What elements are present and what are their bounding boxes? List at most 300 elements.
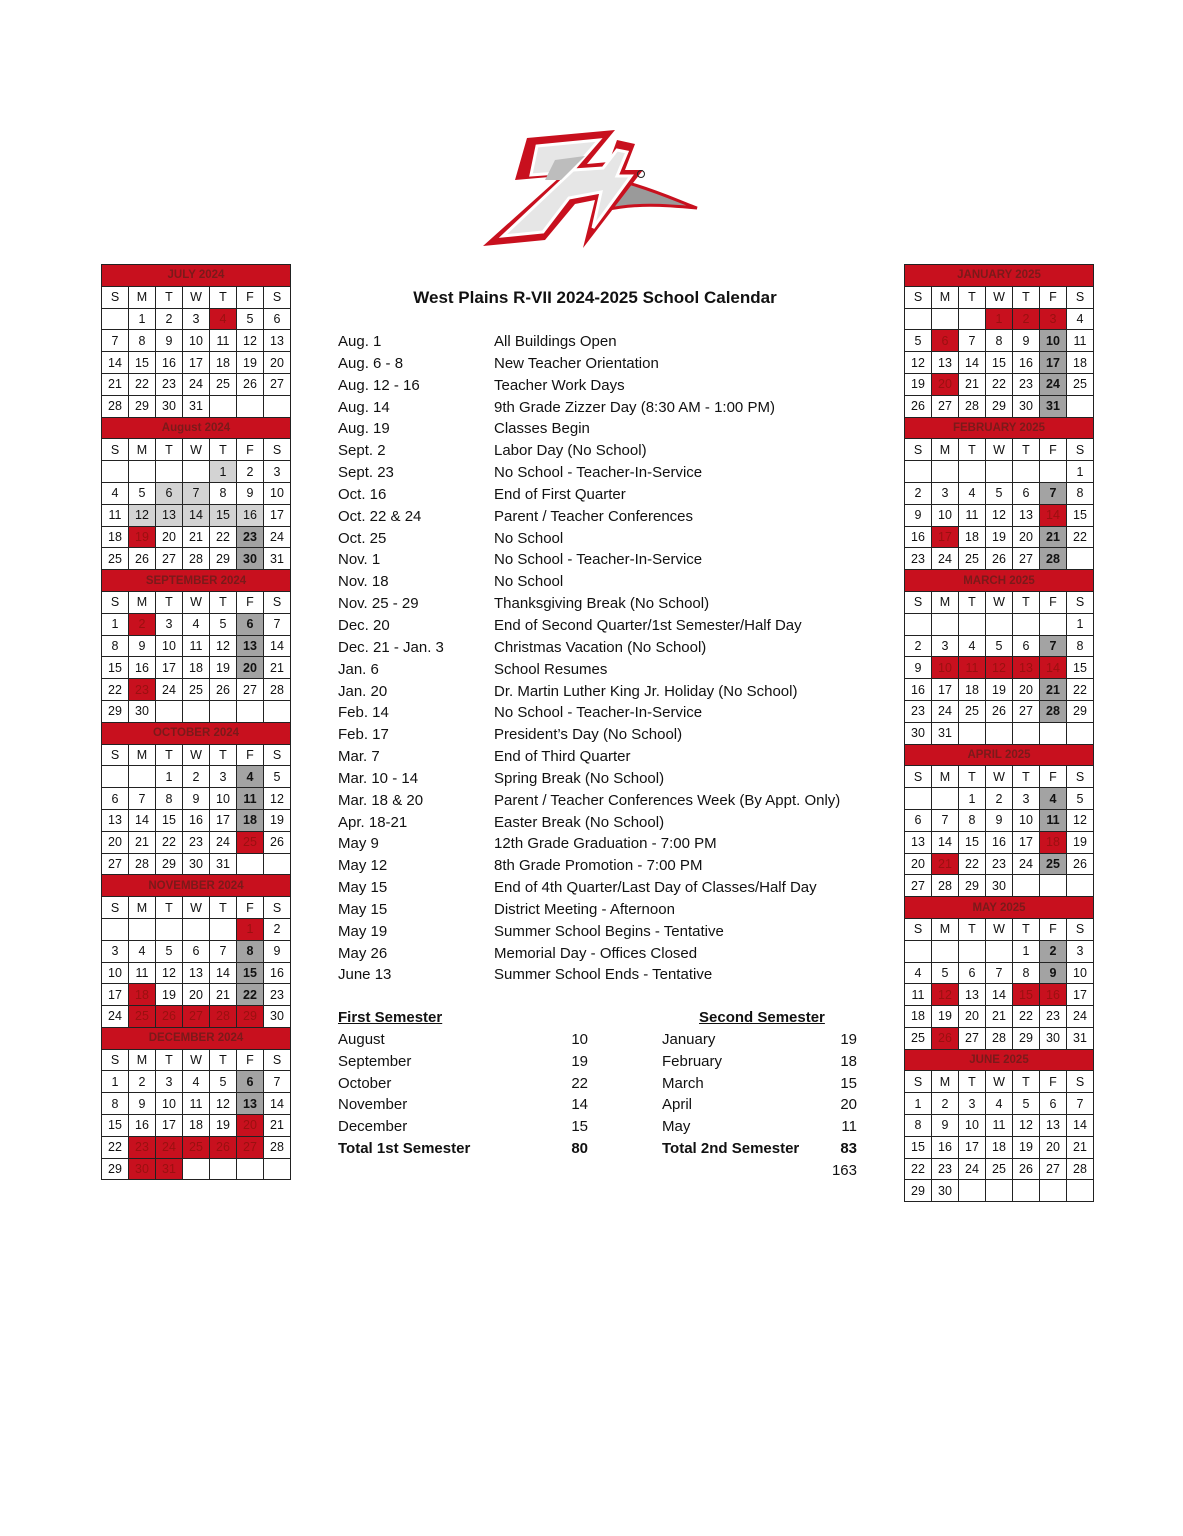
- day-cell: 17: [932, 679, 959, 701]
- empty-day: [959, 940, 986, 962]
- day-cell: 20: [905, 853, 932, 875]
- empty-day: [264, 700, 291, 722]
- day-cell: 3: [210, 766, 237, 788]
- day-cell: 16: [932, 1136, 959, 1158]
- weekday-label: T: [156, 591, 183, 613]
- day-cell: 21: [264, 657, 291, 679]
- weekday-label: S: [1067, 1071, 1094, 1093]
- weekday-label: F: [237, 286, 264, 308]
- day-cell: 21: [129, 831, 156, 853]
- day-cell: 23: [986, 853, 1013, 875]
- day-cell: 29: [237, 1006, 264, 1028]
- day-cell: 1: [210, 461, 237, 483]
- weekday-label: W: [986, 591, 1013, 613]
- day-cell: 21: [102, 373, 129, 395]
- week-row: [102, 504, 291, 526]
- week-row: [102, 1006, 291, 1028]
- weekday-label: T: [210, 744, 237, 766]
- day-cell: 7: [129, 788, 156, 810]
- weekday-label: T: [1013, 918, 1040, 940]
- day-cell: 25: [905, 1027, 932, 1049]
- empty-day: [1013, 875, 1040, 897]
- day-cell: 8: [102, 635, 129, 657]
- day-cell: 13: [264, 330, 291, 352]
- day-cell: 21: [1040, 679, 1067, 701]
- week-row: [905, 984, 1094, 1006]
- day-cell: 25: [1067, 373, 1094, 395]
- day-cell: 17: [1067, 984, 1094, 1006]
- empty-day: [129, 461, 156, 483]
- day-cell: 10: [1067, 962, 1094, 984]
- event-description: No School - Teacher-In-Service: [494, 704, 703, 722]
- weekday-label: M: [932, 591, 959, 613]
- month-header-row: [102, 1027, 291, 1049]
- day-cell: 6: [264, 308, 291, 330]
- weekday-label: S: [905, 439, 932, 461]
- day-cell: 26: [905, 395, 932, 417]
- school-year-total: 163: [831, 1162, 857, 1179]
- day-cell: 8: [102, 1093, 129, 1115]
- day-cell: 18: [237, 809, 264, 831]
- day-cell: 18: [959, 526, 986, 548]
- day-cell: 10: [1040, 330, 1067, 352]
- empty-day: [102, 918, 129, 940]
- empty-day: [156, 700, 183, 722]
- week-row: [102, 613, 291, 635]
- empty-day: [905, 788, 932, 810]
- event-description: President’s Day (No School): [494, 726, 683, 744]
- event-date: Dec. 20: [338, 616, 390, 634]
- day-cell: 23: [264, 984, 291, 1006]
- day-cell: 1: [959, 788, 986, 810]
- event-date: June 13: [338, 966, 392, 984]
- day-cell: 14: [129, 809, 156, 831]
- day-cell: 22: [129, 373, 156, 395]
- day-cell: 1: [102, 1071, 129, 1093]
- empty-day: [959, 613, 986, 635]
- day-cell: 10: [959, 1115, 986, 1137]
- day-cell: 7: [102, 330, 129, 352]
- weekday-label: S: [102, 744, 129, 766]
- empty-day: [1013, 461, 1040, 483]
- weekday-label: W: [986, 439, 1013, 461]
- week-row: [905, 1093, 1094, 1115]
- weekday-label: T: [1013, 591, 1040, 613]
- semester-days: 14: [571, 1096, 588, 1114]
- month-name: DECEMBER 2024: [102, 1027, 291, 1049]
- weekday-label: M: [129, 286, 156, 308]
- event-date: Jan. 20: [338, 682, 388, 700]
- event-description: Teacher Work Days: [494, 376, 625, 394]
- day-cell: 16: [1013, 352, 1040, 374]
- day-cell: 29: [102, 1158, 129, 1180]
- day-cell: 29: [959, 875, 986, 897]
- day-cell: 14: [210, 962, 237, 984]
- week-row: [905, 1136, 1094, 1158]
- empty-day: [264, 1158, 291, 1180]
- day-cell: 19: [156, 984, 183, 1006]
- empty-day: [959, 461, 986, 483]
- month-header-row: [905, 265, 1094, 287]
- empty-day: [986, 613, 1013, 635]
- day-cell: 4: [959, 482, 986, 504]
- month-name: JANUARY 2025: [905, 265, 1094, 287]
- day-cell: 25: [1040, 853, 1067, 875]
- week-row: [905, 809, 1094, 831]
- day-cell: 2: [156, 308, 183, 330]
- week-row: [905, 613, 1094, 635]
- day-cell: 18: [1067, 352, 1094, 374]
- day-cell: 31: [183, 395, 210, 417]
- weekday-label: S: [264, 1049, 291, 1071]
- event-description: End of Second Quarter/1st Semester/Half Day: [494, 616, 802, 634]
- day-cell: 9: [129, 1093, 156, 1115]
- day-cell: 15: [905, 1136, 932, 1158]
- month-calendars: [904, 264, 1094, 1202]
- week-row: [102, 940, 291, 962]
- event-date: May 19: [338, 922, 388, 940]
- day-cell: 27: [1013, 700, 1040, 722]
- day-cell: 10: [1013, 809, 1040, 831]
- event-date: Jan. 6: [338, 660, 379, 678]
- day-cell: 26: [156, 1006, 183, 1028]
- weekday-label: S: [102, 1049, 129, 1071]
- day-cell: 23: [905, 700, 932, 722]
- weekday-row: [102, 1049, 291, 1071]
- weekday-label: S: [102, 897, 129, 919]
- weekday-label: T: [959, 1071, 986, 1093]
- day-cell: 20: [1040, 1136, 1067, 1158]
- event-date: Nov. 18: [338, 573, 389, 591]
- empty-day: [210, 395, 237, 417]
- day-cell: 3: [1067, 940, 1094, 962]
- weekday-row: [102, 286, 291, 308]
- day-cell: 8: [959, 809, 986, 831]
- month-name: MAY 2025: [905, 897, 1094, 919]
- day-cell: 6: [102, 788, 129, 810]
- weekday-label: W: [986, 1071, 1013, 1093]
- day-cell: 5: [129, 482, 156, 504]
- day-cell: 18: [959, 679, 986, 701]
- empty-day: [986, 940, 1013, 962]
- day-cell: 24: [156, 679, 183, 701]
- day-cell: 15: [237, 962, 264, 984]
- day-cell: 11: [183, 635, 210, 657]
- day-cell: 3: [959, 1093, 986, 1115]
- weekday-label: T: [156, 1049, 183, 1071]
- day-cell: 10: [102, 962, 129, 984]
- day-cell: 28: [264, 679, 291, 701]
- day-cell: 5: [905, 330, 932, 352]
- week-row: [102, 1136, 291, 1158]
- empty-day: [1040, 875, 1067, 897]
- event-description: New Teacher Orientation: [494, 354, 659, 372]
- empty-day: [959, 722, 986, 744]
- weekday-label: M: [932, 439, 959, 461]
- weekday-label: T: [156, 744, 183, 766]
- day-cell: 13: [102, 809, 129, 831]
- week-row: [102, 766, 291, 788]
- day-cell: 23: [905, 548, 932, 570]
- day-cell: 11: [237, 788, 264, 810]
- day-cell: 15: [1013, 984, 1040, 1006]
- day-cell: 20: [237, 657, 264, 679]
- day-cell: 30: [237, 548, 264, 570]
- empty-day: [210, 918, 237, 940]
- day-cell: 13: [237, 1093, 264, 1115]
- week-row: [905, 962, 1094, 984]
- day-cell: 25: [183, 1136, 210, 1158]
- empty-day: [1040, 613, 1067, 635]
- semester-days: 11: [841, 1118, 857, 1136]
- week-row: [102, 831, 291, 853]
- weekday-label: W: [183, 744, 210, 766]
- day-cell: 28: [102, 395, 129, 417]
- empty-day: [905, 461, 932, 483]
- event-date: May 26: [338, 944, 388, 962]
- day-cell: 4: [129, 940, 156, 962]
- day-cell: 14: [1040, 504, 1067, 526]
- day-cell: 8: [210, 482, 237, 504]
- weekday-label: W: [183, 591, 210, 613]
- empty-day: [237, 1158, 264, 1180]
- day-cell: 12: [129, 504, 156, 526]
- day-cell: 10: [156, 635, 183, 657]
- empty-day: [905, 308, 932, 330]
- day-cell: 17: [210, 809, 237, 831]
- semester-month: April: [662, 1096, 693, 1114]
- day-cell: 15: [1067, 504, 1094, 526]
- weekday-label: S: [1067, 591, 1094, 613]
- day-cell: 19: [1013, 1136, 1040, 1158]
- week-row: [102, 526, 291, 548]
- weekday-label: F: [237, 591, 264, 613]
- day-cell: 13: [932, 352, 959, 374]
- day-cell: 17: [156, 1115, 183, 1137]
- event-date: Apr. 18-21: [338, 813, 408, 831]
- day-cell: 3: [156, 1071, 183, 1093]
- day-cell: 23: [237, 526, 264, 548]
- day-cell: 25: [210, 373, 237, 395]
- day-cell: 8: [1067, 635, 1094, 657]
- day-cell: 10: [932, 657, 959, 679]
- weekday-label: M: [932, 1071, 959, 1093]
- weekday-label: S: [1067, 766, 1094, 788]
- month-header-row: [102, 417, 291, 439]
- month-name: JUNE 2025: [905, 1049, 1094, 1071]
- day-cell: 24: [264, 526, 291, 548]
- weekday-label: T: [1013, 286, 1040, 308]
- event-date: Feb. 14: [338, 704, 389, 722]
- event-date: Feb. 17: [338, 726, 389, 744]
- weekday-label: S: [1067, 439, 1094, 461]
- day-cell: 16: [1040, 984, 1067, 1006]
- weekday-row: [102, 591, 291, 613]
- day-cell: 13: [1013, 504, 1040, 526]
- weekday-row: [905, 286, 1094, 308]
- day-cell: 28: [264, 1136, 291, 1158]
- event-date: Oct. 22 & 24: [338, 507, 422, 525]
- day-cell: 16: [905, 679, 932, 701]
- empty-day: [183, 461, 210, 483]
- day-cell: 27: [1013, 548, 1040, 570]
- semester-month: October: [338, 1074, 392, 1092]
- day-cell: 26: [986, 548, 1013, 570]
- event-description: All Buildings Open: [494, 333, 617, 350]
- semester-month: December: [338, 1118, 408, 1136]
- semester-summary: [338, 1007, 868, 1187]
- empty-day: [237, 853, 264, 875]
- day-cell: 26: [264, 831, 291, 853]
- event-description: Labor Day (No School): [494, 442, 647, 460]
- weekday-label: S: [264, 591, 291, 613]
- day-cell: 23: [129, 679, 156, 701]
- day-cell: 10: [183, 330, 210, 352]
- empty-day: [129, 766, 156, 788]
- weekday-label: T: [156, 439, 183, 461]
- day-cell: 17: [183, 352, 210, 374]
- day-cell: 11: [905, 984, 932, 1006]
- day-cell: 2: [183, 766, 210, 788]
- weekday-label: T: [959, 766, 986, 788]
- day-cell: 9: [264, 940, 291, 962]
- month-name: SEPTEMBER 2024: [102, 570, 291, 592]
- day-cell: 28: [183, 548, 210, 570]
- week-row: [905, 853, 1094, 875]
- day-cell: 11: [1040, 809, 1067, 831]
- day-cell: 26: [237, 373, 264, 395]
- day-cell: 28: [986, 1027, 1013, 1049]
- day-cell: 2: [1040, 940, 1067, 962]
- event-date: May 12: [338, 857, 388, 875]
- day-cell: 27: [1040, 1158, 1067, 1180]
- day-cell: 3: [156, 613, 183, 635]
- day-cell: 22: [905, 1158, 932, 1180]
- day-cell: 5: [932, 962, 959, 984]
- day-cell: 25: [129, 1006, 156, 1028]
- weekday-label: F: [1040, 591, 1067, 613]
- weekday-label: S: [102, 591, 129, 613]
- day-cell: 27: [237, 1136, 264, 1158]
- day-cell: 20: [102, 831, 129, 853]
- day-cell: 13: [959, 984, 986, 1006]
- empty-day: [959, 308, 986, 330]
- weekday-label: S: [264, 439, 291, 461]
- day-cell: 9: [932, 1115, 959, 1137]
- week-row: [905, 700, 1094, 722]
- day-cell: 6: [1040, 1093, 1067, 1115]
- week-row: [102, 657, 291, 679]
- first-semester-total-label: Total 1st Semester: [338, 1140, 471, 1157]
- week-row: [905, 635, 1094, 657]
- week-row: [905, 461, 1094, 483]
- event-description: School Resumes: [494, 660, 608, 678]
- weekday-label: S: [905, 286, 932, 308]
- event-description: 8th Grade Promotion - 7:00 PM: [494, 857, 703, 875]
- day-cell: 7: [264, 1071, 291, 1093]
- page-title: West Plains R-VII 2024-2025 School Calendar: [413, 288, 777, 307]
- event-date: Aug. 14: [338, 398, 390, 416]
- event-date: Oct. 25: [338, 529, 387, 547]
- day-cell: 20: [959, 1006, 986, 1028]
- day-cell: 11: [210, 330, 237, 352]
- event-date: Dec. 21 - Jan. 3: [338, 638, 444, 656]
- empty-day: [932, 613, 959, 635]
- day-cell: 3: [932, 482, 959, 504]
- day-cell: 16: [905, 526, 932, 548]
- week-row: [102, 1115, 291, 1137]
- day-cell: 18: [905, 1006, 932, 1028]
- week-row: [905, 526, 1094, 548]
- day-cell: 19: [986, 526, 1013, 548]
- day-cell: 24: [1013, 853, 1040, 875]
- semester-month: September: [338, 1052, 412, 1070]
- day-cell: 10: [264, 482, 291, 504]
- day-cell: 16: [129, 1115, 156, 1137]
- day-cell: 2: [932, 1093, 959, 1115]
- weekday-row: [102, 439, 291, 461]
- day-cell: 23: [156, 373, 183, 395]
- event-date: Sept. 23: [338, 464, 394, 482]
- day-cell: 4: [237, 766, 264, 788]
- week-row: [905, 722, 1094, 744]
- day-cell: 27: [102, 853, 129, 875]
- event-description: 9th Grade Zizzer Day (8:30 AM - 1:00 PM): [494, 398, 775, 416]
- day-cell: 12: [237, 330, 264, 352]
- week-row: [102, 461, 291, 483]
- day-cell: 11: [102, 504, 129, 526]
- week-row: [102, 679, 291, 701]
- event-description: Summer School Begins - Tentative: [494, 922, 724, 940]
- empty-day: [932, 940, 959, 962]
- empty-day: [156, 918, 183, 940]
- day-cell: 15: [1067, 657, 1094, 679]
- day-cell: 31: [264, 548, 291, 570]
- day-cell: 19: [129, 526, 156, 548]
- day-cell: 26: [1067, 853, 1094, 875]
- weekday-label: S: [1067, 286, 1094, 308]
- day-cell: 17: [1040, 352, 1067, 374]
- day-cell: 29: [156, 853, 183, 875]
- day-cell: 9: [183, 788, 210, 810]
- week-row: [102, 1093, 291, 1115]
- day-cell: 15: [102, 657, 129, 679]
- weekday-label: F: [1040, 286, 1067, 308]
- weekday-label: M: [129, 591, 156, 613]
- weekday-label: T: [210, 897, 237, 919]
- day-cell: 19: [210, 657, 237, 679]
- day-cell: 12: [932, 984, 959, 1006]
- semester-days: 15: [840, 1074, 857, 1092]
- calendar-column-right: [904, 264, 1094, 1202]
- day-cell: 1: [237, 918, 264, 940]
- day-cell: 2: [264, 918, 291, 940]
- event-date: Mar. 7: [338, 748, 380, 766]
- empty-day: [932, 788, 959, 810]
- weekday-label: T: [959, 591, 986, 613]
- day-cell: 21: [183, 526, 210, 548]
- week-row: [102, 395, 291, 417]
- day-cell: 14: [986, 984, 1013, 1006]
- week-row: [102, 1158, 291, 1180]
- day-cell: 6: [156, 482, 183, 504]
- day-cell: 30: [129, 700, 156, 722]
- empty-day: [264, 853, 291, 875]
- weekday-label: M: [129, 744, 156, 766]
- day-cell: 18: [183, 1115, 210, 1137]
- day-cell: 20: [237, 1115, 264, 1137]
- week-row: [905, 308, 1094, 330]
